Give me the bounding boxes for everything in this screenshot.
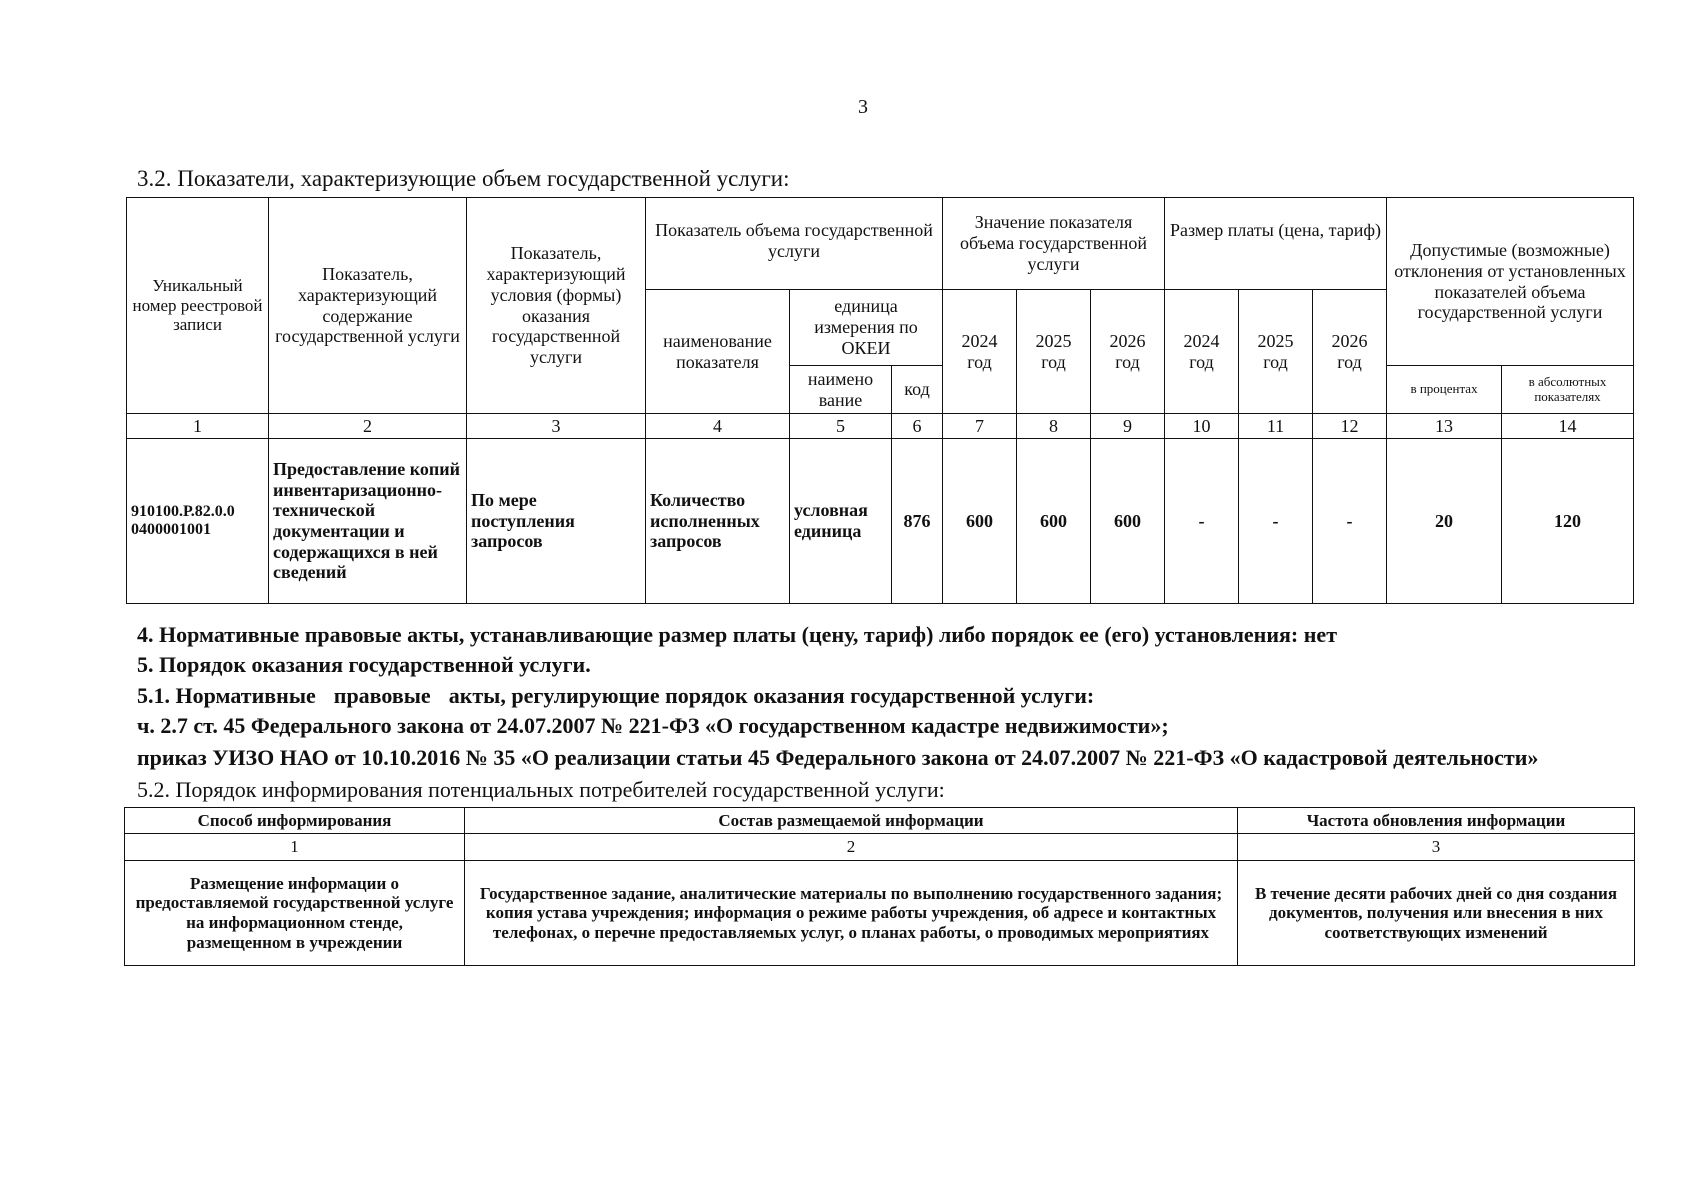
volume-indicators-table <box>126 197 1634 604</box>
info-method-cell: Размещение информации о предоставляемой государственной услуге на информационном стенде, размещенном в учреждении <box>125 861 465 966</box>
column-number: 1 <box>125 834 465 861</box>
fee-2024-cell: - <box>1165 439 1239 604</box>
header-deviation-group: Допустимые (возможные) отклонения от установленных показателей объема государственной услуги <box>1387 198 1634 366</box>
column-number: 13 <box>1387 414 1502 439</box>
header-deviation-percent: в процентах <box>1387 366 1502 414</box>
column-number: 4 <box>646 414 790 439</box>
fee-2025-cell: - <box>1239 439 1313 604</box>
column-number: 7 <box>943 414 1017 439</box>
deviation-absolute-cell: 120 <box>1502 439 1634 604</box>
value-2025-cell: 600 <box>1017 439 1091 604</box>
conditions-cell: По мере поступления запросов <box>467 439 646 604</box>
column-number: 9 <box>1091 414 1165 439</box>
paragraph-5-1 <box>137 683 1094 709</box>
column-number: 2 <box>269 414 467 439</box>
content-cell: Предоставление копий инвентаризационно-технической документации и содержащихся в ней сведений <box>269 439 467 604</box>
indicator-name-cell: Количество исполненных запросов <box>646 439 790 604</box>
value-2026-cell: 600 <box>1091 439 1165 604</box>
section-heading-3-2: 3.2. Показатели, характеризующие объем государственной услуги: <box>137 166 790 191</box>
header-unique-number: Уникальный номер реестровой записи <box>127 198 269 414</box>
unit-code-cell: 876 <box>892 439 943 604</box>
column-number: 6 <box>892 414 943 439</box>
paragraph-5: 5. Порядок оказания государственной услуги. <box>137 652 591 677</box>
header-indicator-name: наименование показателя <box>646 290 790 414</box>
deviation-percent-cell: 20 <box>1387 439 1502 604</box>
header-year-value-2025: 2025 год <box>1017 290 1091 414</box>
column-number: 14 <box>1502 414 1634 439</box>
header-unit-name: наимено вание <box>790 366 892 414</box>
info-frequency-cell: В течение десяти рабочих дней со дня создания документов, получения или внесения в них соответствующих изменений <box>1238 861 1635 966</box>
column-number: 3 <box>1238 834 1635 861</box>
column-number: 3 <box>467 414 646 439</box>
column-number: 5 <box>790 414 892 439</box>
value-2024-cell: 600 <box>943 439 1017 604</box>
header-info-content: Состав размещаемой информации <box>465 808 1238 834</box>
unit-name-cell: условная единица <box>790 439 892 604</box>
column-number: 10 <box>1165 414 1239 439</box>
column-number: 11 <box>1239 414 1313 439</box>
table-row <box>125 861 1635 966</box>
header-year-fee-2026: 2026 год <box>1313 290 1387 414</box>
column-number: 2 <box>465 834 1238 861</box>
page-number: 3 <box>858 96 868 118</box>
header-unit-code: код <box>892 366 943 414</box>
column-number: 8 <box>1017 414 1091 439</box>
column-number-row <box>125 834 1635 861</box>
column-number: 12 <box>1313 414 1387 439</box>
paragraph-5-1-part-a: 5.1. Нормативные <box>137 683 316 708</box>
header-year-fee-2025: 2025 год <box>1239 290 1313 414</box>
law-reference-2: приказ УИЗО НАО от 10.10.2016 № 35 «О реализации статьи 45 Федерального закона от 24.07.2007 № 221-ФЗ «О кадастровой деятельности» <box>137 745 1539 770</box>
header-content-indicator: Показатель, характеризующий содержание государственной услуги <box>269 198 467 414</box>
header-deviation-absolute: в абсолютных показателях <box>1502 366 1634 414</box>
header-volume-indicator: Показатель объема государственной услуги <box>646 198 943 290</box>
header-year-fee-2024: 2024 год <box>1165 290 1239 414</box>
registry-number-cell: 910100.Р.82.0.0 0400001001 <box>127 439 269 604</box>
paragraph-5-1-part-c: акты, регулирующие порядок оказания государственной услуги: <box>448 683 1095 708</box>
section-heading-5-2: 5.2. Порядок информирования потенциальных потребителей государственной услуги: <box>137 777 945 802</box>
paragraph-4: 4. Нормативные правовые акты, устанавливающие размер платы (цену, тариф) либо порядок ее (его) установления: нет <box>137 622 1337 647</box>
table-row <box>127 439 1634 604</box>
header-value-group: Значение показателя объема государственной услуги <box>943 198 1165 290</box>
column-number: 1 <box>127 414 269 439</box>
header-year-value-2024: 2024 год <box>943 290 1017 414</box>
law-reference-1: ч. 2.7 ст. 45 Федерального закона от 24.07.2007 № 221-ФЗ «О государственном кадастре недвижимости»; <box>137 713 1169 738</box>
header-conditions-indicator: Показатель, характеризующий условия (формы) оказания государственной услуги <box>467 198 646 414</box>
header-info-method: Способ информирования <box>125 808 465 834</box>
paragraph-5-1-part-b: правовые <box>333 683 431 708</box>
information-procedure-table <box>124 807 1635 966</box>
header-year-value-2026: 2026 год <box>1091 290 1165 414</box>
info-content-cell: Государственное задание, аналитические материалы по выполнению государственного задания; копия устава учреждения; информация о режиме работы учреждения, об адресе и контактных телефонах, о перечне предоставляемых услуг, о планах работы, о проводимых мероприятиях <box>465 861 1238 966</box>
header-fee-group: Размер платы (цена, тариф) <box>1165 198 1387 290</box>
fee-2026-cell: - <box>1313 439 1387 604</box>
column-number-row <box>127 414 1634 439</box>
header-unit-okei: единица измерения по ОКЕИ <box>790 290 943 366</box>
header-info-frequency: Частота обновления информации <box>1238 808 1635 834</box>
